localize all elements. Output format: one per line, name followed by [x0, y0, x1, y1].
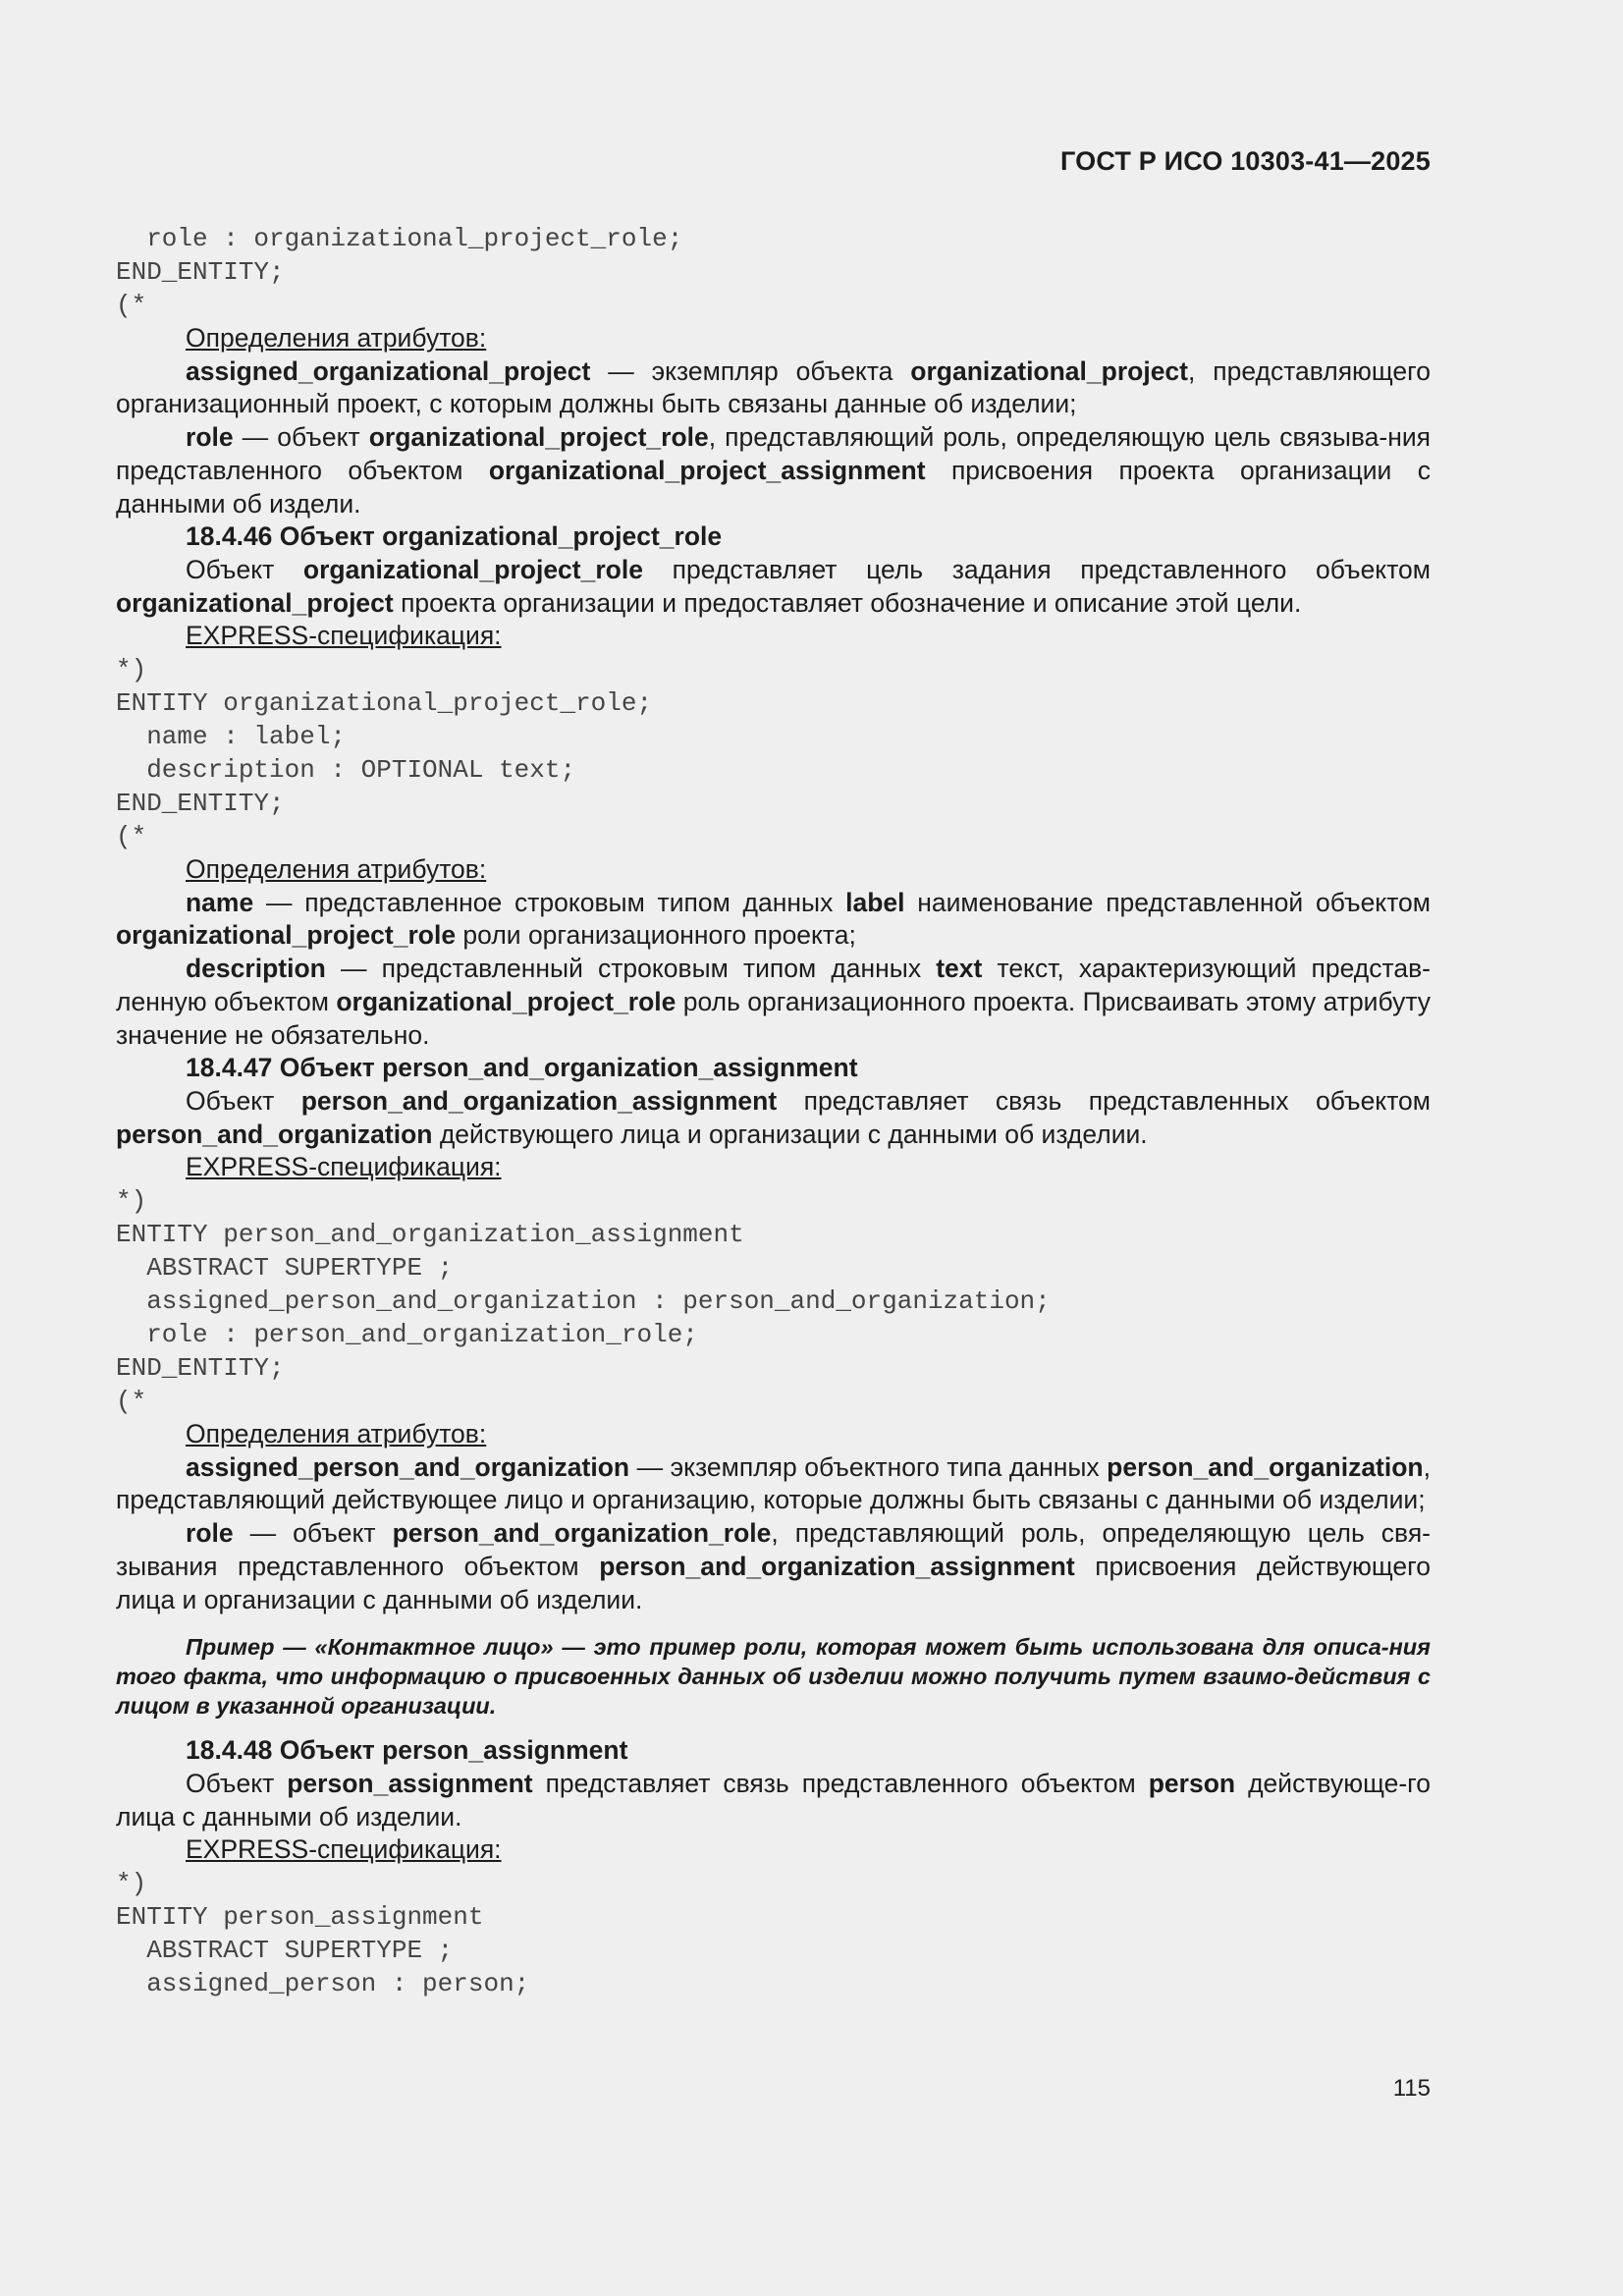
text-run: — экземпляр объекта	[590, 355, 911, 386]
express-code-block: *) ENTITY organizational_project_role; name : label; description : OPTIONAL text; END_ENTITY; (*	[116, 655, 653, 852]
section-heading	[116, 1052, 1431, 1085]
text-run: действующе-го лица с данными об изделии.	[116, 1768, 1431, 1831]
attribute-definition-paragraph	[116, 421, 1431, 520]
term: name	[186, 887, 254, 917]
section-heading-text: 18.4.48 Объект person_assignment	[186, 1735, 628, 1766]
attribute-definition-paragraph	[116, 355, 1431, 421]
text-run: роль организационного проекта. Присваивать этому атрибуту значение не обязательно.	[116, 986, 1432, 1050]
term: organizational_project_role	[302, 554, 643, 584]
attribute-definitions-label: Определения атрибутов:	[186, 854, 487, 885]
attribute-definitions-label: Определения атрибутов:	[186, 1419, 487, 1449]
text-run: — объект	[233, 422, 369, 453]
text-run: , представляющего организационный проект, с которым должны быть связаны данные об изделии;	[116, 355, 1431, 419]
term: person_and_organization_role	[392, 1518, 772, 1549]
text-run: действующего лица и организации с данными об изделии.	[432, 1119, 1148, 1149]
text-run: Объект	[186, 1768, 288, 1798]
attribute-definition-paragraph	[116, 887, 1431, 953]
text-run: представляет цель задания представленного объектом	[642, 554, 1431, 584]
express-specification-label: EXPRESS-спецификация:	[186, 1152, 502, 1182]
term: organizational_project	[910, 355, 1188, 386]
term: assigned_person_and_organization	[186, 1451, 630, 1482]
text-run: представляет связь представленных объектом	[777, 1085, 1431, 1116]
text-run: присвоения проекта организации с данными об издели.	[116, 455, 1431, 519]
text-run: роли организационного проекта;	[456, 920, 856, 951]
term: role	[186, 422, 234, 453]
text-run: проекта организации и предоставляет обозначение и описание этой цели.	[393, 587, 1302, 618]
attribute-definition-paragraph	[116, 953, 1431, 1052]
term: person_and_organization	[116, 1119, 433, 1149]
term: person	[1148, 1768, 1236, 1798]
page-content	[116, 222, 1431, 2000]
page-number: 115	[1392, 2075, 1431, 2102]
section-heading	[116, 1734, 1431, 1768]
section-heading-text: 18.4.46 Объект organizational_project_role	[186, 521, 723, 552]
term: person_and_organization_assignment	[599, 1551, 1075, 1581]
term: person_and_organization_assignment	[300, 1085, 778, 1116]
text-run: , представляющий роль, определяющую цель связыва-ния представленного объектом	[116, 422, 1432, 485]
term: assigned_organizational_project	[186, 355, 591, 386]
attribute-definition-paragraph	[116, 1517, 1431, 1616]
term: organizational_project_role	[368, 422, 709, 453]
spacer	[116, 1616, 1431, 1632]
term: organizational_project	[116, 587, 394, 618]
text-run: , представляющий действующее лицо и организацию, которые должны быть связаны с данными об изделии;	[116, 1451, 1431, 1515]
term: organizational_project_role	[336, 986, 676, 1016]
term: role	[186, 1518, 234, 1549]
text-run: — экземпляр объектного типа данных	[629, 1451, 1108, 1482]
description-paragraph	[116, 1768, 1431, 1833]
attribute-definitions-label: Определения атрибутов:	[186, 323, 487, 353]
description-paragraph	[116, 554, 1431, 620]
document-id-header: ГОСТ Р ИСО 10303-41—2025	[1060, 146, 1431, 176]
text-run: Объект	[186, 1085, 301, 1116]
express-code-block: *) ENTITY person_assignment ABSTRACT SUPERTYPE ; assigned_person : person;	[116, 1869, 530, 1999]
text-run: Объект	[186, 554, 303, 584]
spacer	[116, 1721, 1431, 1734]
term: person_and_organization	[1107, 1451, 1424, 1482]
term: description	[186, 954, 326, 984]
section-heading-text: 18.4.47 Объект person_and_organization_assignment	[186, 1053, 858, 1083]
term: person_assignment	[287, 1768, 533, 1798]
term: organizational_project_role	[116, 920, 457, 951]
text-run: — представленное строковым типом данных	[253, 887, 846, 917]
text-run: присвоения действующего лица и организации с данными об изделии.	[116, 1551, 1431, 1614]
express-code-block: role : organizational_project_role; END_ENTITY; (*	[116, 224, 683, 320]
text-run: текст, характеризующий представ-ленную объектом	[116, 954, 1431, 1016]
example-note: Пример — «Контактное лицо» — это пример роли, которая может быть использована для описа-ния того факта, что информацию о присвоенных данных об изделии можно получить путем взаимо-действия с лицом в указанной организации.	[116, 1634, 1431, 1720]
term: organizational_project_assignment	[488, 455, 926, 485]
description-paragraph	[116, 1085, 1431, 1151]
express-specification-label: EXPRESS-спецификация:	[186, 1834, 502, 1865]
express-specification-label: EXPRESS-спецификация:	[186, 621, 502, 651]
term: text	[936, 954, 983, 984]
attribute-definition-paragraph	[116, 1451, 1431, 1517]
text-run: наименование представленной объектом	[904, 887, 1431, 917]
text-run: — объект	[233, 1518, 393, 1549]
text-run: представляет связь представленного объектом	[532, 1768, 1149, 1798]
text-run: , представляющий роль, определяющую цель свя-зывания представленного объектом	[116, 1518, 1432, 1581]
term: label	[845, 887, 905, 917]
express-code-block: *) ENTITY person_and_organization_assignment ABSTRACT SUPERTYPE ; assigned_person_and_organization : person_and_organization; role : person_and_organization_role; END_ENTITY; (*	[116, 1186, 1051, 1417]
section-heading	[116, 520, 1431, 554]
text-run: — представленный строковым типом данных	[325, 954, 937, 984]
